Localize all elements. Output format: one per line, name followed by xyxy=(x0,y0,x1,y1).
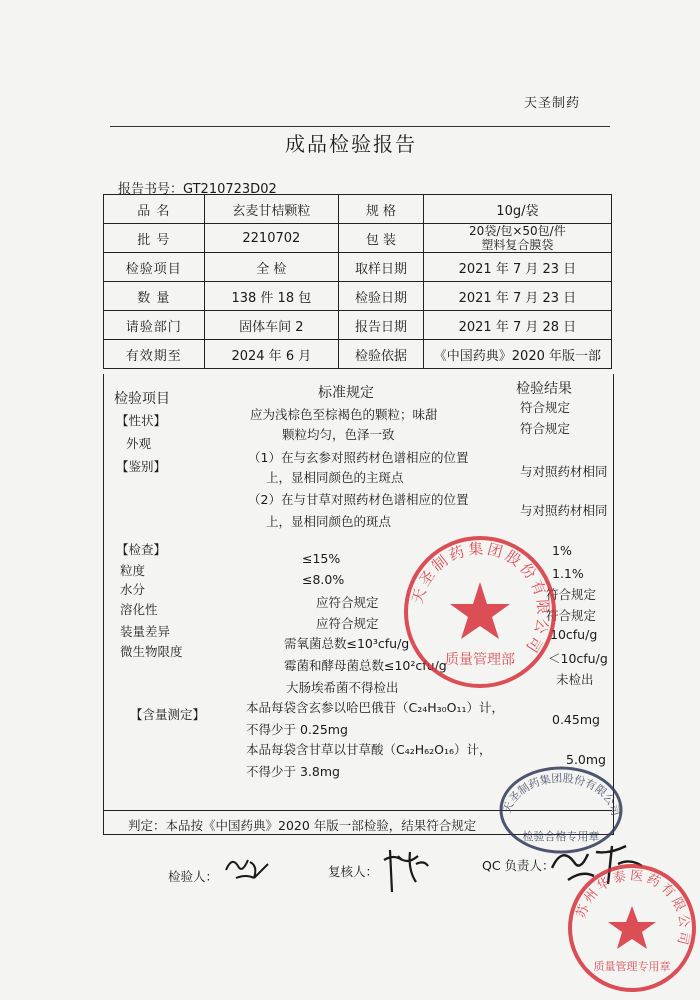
inspector-signature xyxy=(222,850,270,886)
result-appearance-2: 符合规定 xyxy=(520,421,571,436)
seal1-inner-text: 质量管理部 xyxy=(445,652,515,668)
std-assay-2b: 不得少于 3.8mg xyxy=(246,764,340,779)
value-product-name: 玄麦甘桔颗粒 xyxy=(204,195,339,224)
value-expiry: 2024 年 6 月 xyxy=(204,340,339,369)
label-package: 包 装 xyxy=(339,224,424,253)
label-expiry: 有效期至 xyxy=(104,340,205,369)
value-package xyxy=(423,224,611,253)
value-quantity: 138 件 18 包 xyxy=(204,282,339,311)
label-spec: 规 格 xyxy=(339,195,424,224)
info-table xyxy=(103,194,612,369)
section-jiancha: 【检查】 xyxy=(116,542,167,557)
seal3-outer-text: 苏州华泰医药有限公司 xyxy=(573,868,692,949)
label-dept: 请验部门 xyxy=(104,311,205,340)
table-row xyxy=(104,253,612,282)
result-microbial-3: 未检出 xyxy=(556,672,594,687)
std-identify-2b: 上，显相同颜色的斑点 xyxy=(266,514,392,529)
label-test-item: 检验项目 xyxy=(104,253,205,282)
seal2-outer-text: 天圣制药集团股份有限公司 xyxy=(500,771,623,818)
header-result: 检验结果 xyxy=(516,381,572,397)
label-sample-date: 取样日期 xyxy=(339,253,424,282)
result-appearance-1: 符合规定 xyxy=(520,400,571,415)
value-dept: 固体车间 2 xyxy=(204,311,339,340)
suzhou-seal xyxy=(566,862,698,994)
quality-dept-seal xyxy=(400,532,560,692)
std-assay-1: 本品每袋含玄参以哈巴俄苷（C₂₄H₃₀O₁₁）计， xyxy=(246,700,505,715)
result-moisture: 1.1% xyxy=(552,566,584,581)
result-microbial-2: ＜10cfu/g xyxy=(548,651,608,666)
table-row xyxy=(104,195,612,224)
value-test-item: 全 检 xyxy=(204,253,339,282)
result-assay-1: 0.45mg xyxy=(552,712,600,727)
label-product-name: 品 名 xyxy=(104,195,205,224)
table-row xyxy=(104,224,612,253)
item-particle-size: 粒度 xyxy=(120,563,146,578)
package-line-2: 塑料复合膜袋 xyxy=(481,238,554,252)
value-batch: 2210702 xyxy=(204,224,339,253)
header-item: 检验项目 xyxy=(114,391,170,407)
seal1-outer-text: 天圣制药集团股份有限公司 xyxy=(408,539,553,658)
inspector-label: 检验人： xyxy=(168,869,219,884)
result-identify-2: 与对照药材相同 xyxy=(520,503,608,518)
item-solubility: 溶化性 xyxy=(120,602,158,617)
header-standard: 标准规定 xyxy=(318,385,374,401)
item-appearance: 外观 xyxy=(126,436,152,451)
std-identify-1b: 上，显相同颜色的主斑点 xyxy=(266,470,404,485)
result-microbial-1: 10cfu/g xyxy=(550,627,598,642)
conclusion-text: 判定：本品按《中国药典》2020 年版一部检验，结果符合规定 xyxy=(128,818,477,833)
section-assay: 【含量测定】 xyxy=(130,707,206,722)
std-microbial-1: 需氧菌总数≤10³cfu/g xyxy=(284,636,410,651)
label-test-date: 检验日期 xyxy=(339,282,424,311)
label-report-date: 报告日期 xyxy=(339,311,424,340)
seal2-inner-text: 检验合格专用章 xyxy=(522,830,600,843)
seal3-inner-text: 质量管理专用章 xyxy=(593,960,671,973)
std-assay-2: 本品每袋含甘草以甘草酸（C₄₂H₆₂O₁₆）计， xyxy=(246,742,492,757)
std-appearance-2: 颗粒均匀，色泽一致 xyxy=(282,427,395,442)
value-report-date: 2021 年 7 月 28 日 xyxy=(423,311,611,340)
std-solubility: 应符合规定 xyxy=(316,595,379,610)
result-solubility: 符合规定 xyxy=(546,587,597,602)
value-sample-date: 2021 年 7 月 23 日 xyxy=(423,253,611,282)
section-xingzhuang: 【性状】 xyxy=(116,413,167,428)
label-quantity: 数 量 xyxy=(104,282,205,311)
value-basis: 《中国药典》2020 年版一部 xyxy=(423,340,611,369)
std-identify-2: （2）在与甘草对照药材色谱相应的位置 xyxy=(248,492,469,507)
std-appearance-1: 应为浅棕色至棕褐色的颗粒；味甜 xyxy=(250,407,438,422)
inspection-pass-seal xyxy=(496,764,626,856)
result-particle-size: 1% xyxy=(552,543,572,558)
std-fill-variance: 应符合规定 xyxy=(316,616,379,631)
item-fill-variance: 装量差异 xyxy=(120,624,171,639)
label-basis: 检验依据 xyxy=(339,340,424,369)
reviewer-signature xyxy=(378,842,434,898)
table-row xyxy=(104,282,612,311)
label-batch: 批 号 xyxy=(104,224,205,253)
std-microbial-3: 大肠埃希菌不得检出 xyxy=(286,680,399,695)
result-fill-variance: 符合规定 xyxy=(546,608,597,623)
item-moisture: 水分 xyxy=(120,582,146,597)
report-number: 报告书号：GT210723D02 xyxy=(118,182,277,197)
company-name: 天圣制药 xyxy=(524,96,581,111)
std-particle-size: ≤15% xyxy=(302,551,341,566)
section-jianbie: 【鉴别】 xyxy=(116,459,167,474)
std-microbial-2: 霉菌和酵母菌总数≤10²cfu/g xyxy=(284,658,447,673)
item-microbial: 微生物限度 xyxy=(120,644,183,659)
value-spec: 10g/袋 xyxy=(423,195,611,224)
report-title: 成品检验报告 xyxy=(285,132,417,156)
table-row xyxy=(104,340,612,369)
std-assay-1b: 不得少于 0.25mg xyxy=(246,722,348,737)
header-rule xyxy=(110,126,610,127)
std-identify-1: （1）在与玄参对照药材色谱相应的位置 xyxy=(248,450,469,465)
std-moisture: ≤8.0% xyxy=(302,572,345,587)
result-identify-1: 与对照药材相同 xyxy=(520,464,608,479)
result-assay-2: 5.0mg xyxy=(566,752,606,767)
reviewer-label: 复核人： xyxy=(328,864,379,879)
package-line-1: 20袋/包×50包/件 xyxy=(469,224,566,238)
value-test-date: 2021 年 7 月 23 日 xyxy=(423,282,611,311)
qc-label: QC 负责人： xyxy=(482,858,555,873)
table-row xyxy=(104,311,612,340)
